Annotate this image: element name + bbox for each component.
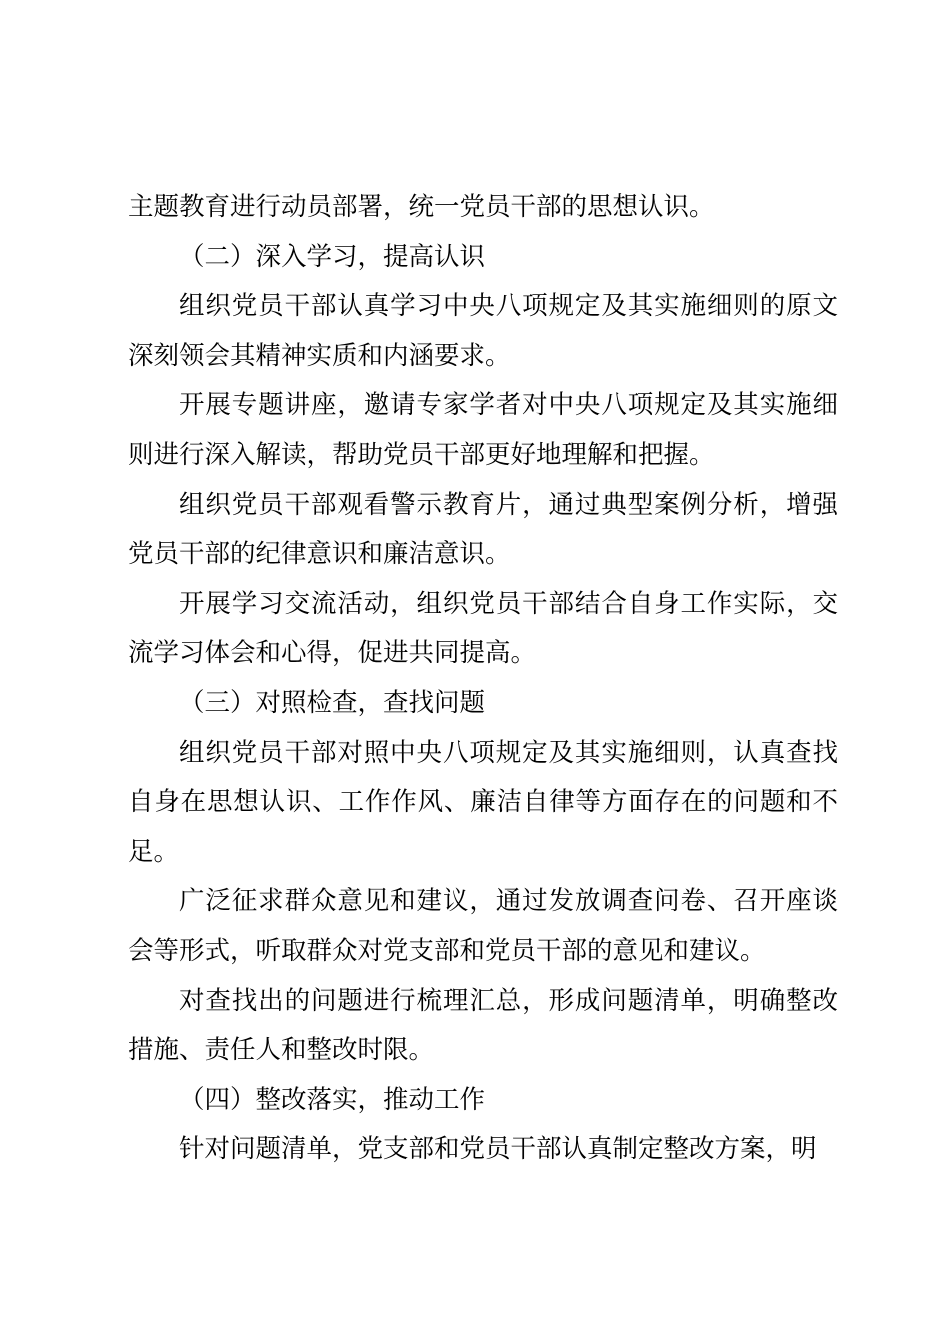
paragraph: 开展专题讲座，邀请专家学者对中央八项规定及其实施细则进行深入解读，帮助党员干部更好地理解和把握。: [128, 390, 838, 470]
section-heading-2: （二）深入学习，提高认识: [179, 241, 486, 272]
paragraph: 组织党员干部认真学习中央八项规定及其实施细则的原文深刻领会其精神实质和内涵要求。: [128, 291, 838, 371]
paragraph: 针对问题清单，党支部和党员干部认真制定整改方案，明: [179, 1134, 817, 1165]
paragraph: 开展学习交流活动，组织党员干部结合自身工作实际，交流学习体会和心得，促进共同提高。: [128, 588, 838, 669]
section-heading-4: （四）整改落实，推动工作: [179, 1084, 486, 1115]
paragraph: 广泛征求群众意见和建议，通过发放调查问卷、召开座谈会等形式，听取群众对党支部和党员干部的意见和建议。: [128, 886, 838, 966]
paragraph: 组织党员干部对照中央八项规定及其实施细则，认真查找自身在思想认识、工作作风、廉洁自律等方面存在的问题和不足。: [128, 737, 838, 867]
paragraph: 组织党员干部观看警示教育片，通过典型案例分析，增强党员干部的纪律意识和廉洁意识。: [128, 489, 838, 570]
paragraph: 对查找出的问题进行梳理汇总，形成问题清单，明确整改措施、责任人和整改时限。: [128, 985, 838, 1066]
section-heading-3: （三）对照检查，查找问题: [179, 687, 486, 718]
paragraph-continuation: 主题教育进行动员部署，统一党员干部的思想认识。: [128, 192, 715, 222]
document-body: [128, 183, 838, 1175]
